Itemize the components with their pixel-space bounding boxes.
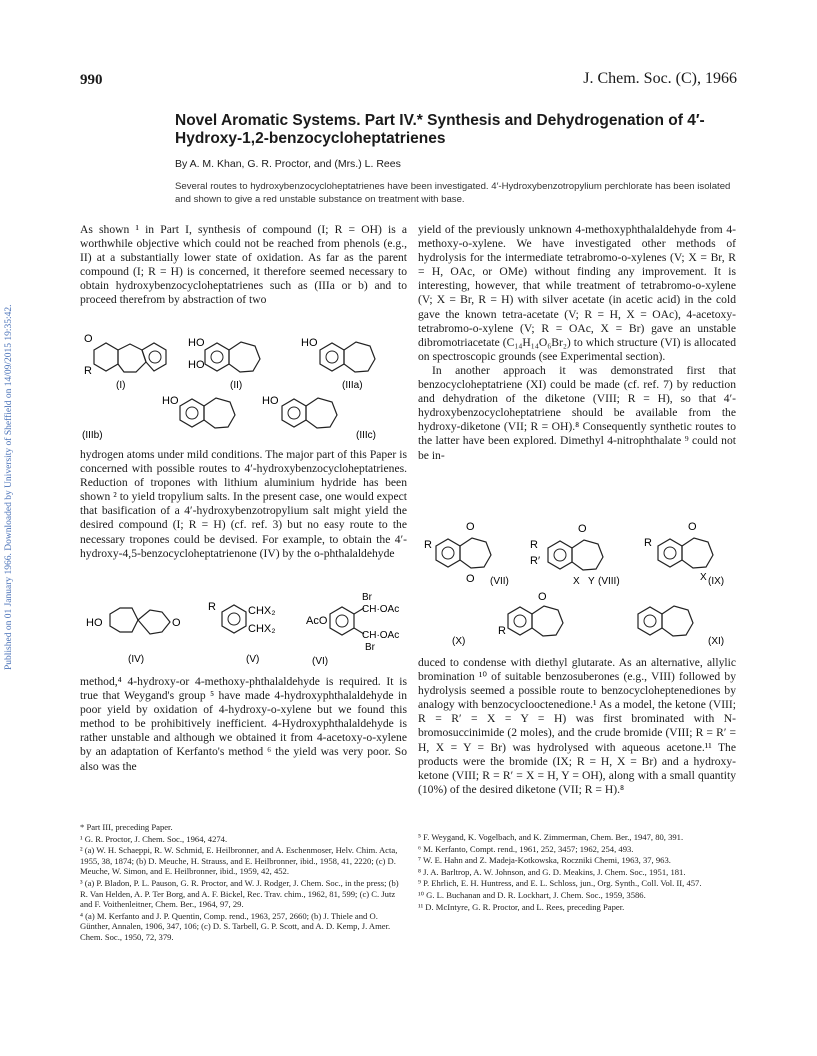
atom-label: CHX₂	[248, 623, 276, 635]
structure-label: (XI)	[708, 636, 725, 647]
structure-label: (IIIc)	[356, 430, 376, 441]
article-title: Novel Aromatic Systems. Part IV.* Synthesis and Dehydrogenation of 4′-Hydroxy-1,2-benzocycloheptatrienes	[175, 112, 705, 147]
structure-label: (IV)	[128, 654, 145, 665]
atom-label: R	[84, 365, 92, 377]
structure-label: (V)	[246, 654, 260, 665]
atom-label: R	[498, 625, 506, 637]
paragraph: As shown ¹ in Part I, synthesis of compound (I; R = OH) is a worthwhile objective which could not be reached from phenols (e.g., II) at a substantially lower state of oxidation. As far as the parent compound (I; R = H) is concerned, it therefore seemed necessary to obtain hydroxybenzocycloheptatrienes such as (IIIa or b) and to proceed therefrom by abstraction of two	[80, 223, 407, 307]
paragraph: method,⁴ 4-hydroxy-or 4-methoxy-phthalaldehyde is required. It is true that Weygand's group ⁵ have made 4-hydroxyphthalaldehyde in poor yield by oxidation of 4-hydroxy-o-xylene but we found this method to be prohibitively inefficient. 4-Hydroxyphthalaldehyde is rather unstable and although we obtained it from 4-acetoxy-o-xylene by an adaptation of Kerfanto's method ⁶ the yield was very poor. So also was the	[80, 675, 407, 773]
atom-label: HO	[86, 617, 103, 629]
atom-label: Br	[362, 592, 372, 603]
structure-IIIb	[82, 395, 235, 441]
structures-row-3	[418, 518, 738, 652]
structure-label: (II)	[230, 380, 243, 391]
paragraph: yield of the previously unknown 4-methoxyphthalaldehyde from 4-methoxy-o-xylene. We have investigated other methods of hydrolysis for the intermediate tetrabromo-o-xylenes (V; X = Br, R = H, OAc, or OMe) without finding any improvement. It is interesting, however, that while treatment of tetrabromo-o-xylene (V; X = Br, R = H) with silver acetate (in acetic acid) in the cold gave the known tetra-acetate (V; R = H, X = OAc), 4-acetoxy-tetrabromo-o-xylene (V; R = OAc, X = Br) gave an unstable dibromotriacetate (C₁₄H₁₄O₆Br₂) to which structure (VI) is allocated on spectroscopic grounds (see Experimental section).	[418, 223, 736, 363]
structure-XI	[638, 606, 724, 647]
footnote: ¹ G. R. Proctor, J. Chem. Soc., 1964, 4274.	[80, 833, 228, 844]
structure-IIIa	[301, 337, 375, 391]
atom-label: AcO	[306, 615, 328, 627]
atom-label: Y	[588, 576, 595, 587]
left-footnotes	[80, 822, 407, 944]
structure-label: (I)	[116, 380, 126, 391]
structure-VI	[306, 592, 399, 667]
structure-label: (IIIa)	[342, 380, 363, 391]
structure-V	[208, 601, 276, 665]
atom-label: CHX₂	[248, 605, 276, 617]
left-column-para-3	[80, 675, 407, 774]
structure-VIII	[530, 523, 620, 587]
structure-label: (IX)	[708, 576, 725, 587]
download-watermark	[4, 240, 24, 670]
atom-label: CH·OAc	[362, 630, 400, 641]
footnote: ² (a) W. H. Schaeppi, R. W. Schmid, E. Heilbronner, and A. Eschenmoser, Helv. Chim. Acta, 1955, 38, 1874; (b) D. Meuche, H. Strauss, and E. Heilbronner, ibid., 1958, 41, 2220; (c) D. Meuche, W. Simon, and E. Heilbronner, ibid., 1959, 42, 452.	[80, 845, 398, 877]
atom-label: X	[573, 576, 580, 587]
atom-label: Br	[365, 642, 375, 653]
page-number: 990	[80, 72, 103, 88]
structure-label: (VIII)	[598, 576, 620, 587]
article-authors: By A. M. Khan, G. R. Proctor, and (Mrs.) L. Rees	[175, 158, 401, 170]
footnote: ¹¹ D. McIntyre, G. R. Proctor, and L. Rees, preceding Paper.	[418, 901, 625, 912]
structure-label: (X)	[452, 636, 466, 647]
structure-X	[452, 591, 563, 647]
atom-label: R	[424, 539, 432, 551]
atom-label: O	[578, 523, 587, 535]
structure-IX	[644, 521, 724, 587]
atom-label: X	[700, 572, 707, 583]
journal-citation: J. Chem. Soc. (C), 1966	[583, 70, 737, 87]
atom-label: HO	[301, 337, 318, 349]
footnote: ⁵ F. Weygand, K. Vogelbach, and K. Zimmerman, Chem. Ber., 1947, 80, 391.	[418, 832, 684, 842]
atom-label: R	[530, 539, 538, 551]
right-footnotes	[418, 832, 736, 913]
atom-label: O	[538, 591, 547, 603]
footnote: ⁷ W. E. Hahn and Z. Madeja-Kotkowska, Roczniki Chemi, 1963, 37, 963.	[418, 855, 671, 866]
atom-label: HO	[262, 395, 279, 407]
footnote: * Part III, preceding Paper.	[80, 822, 173, 832]
atom-label: R	[208, 601, 216, 613]
download-watermark-text: Published on 01 January 1966. Downloaded by University of Sheffield on 14/09/2015 19:35:42.	[4, 304, 14, 670]
paragraph: hydrogen atoms under mild conditions. The major part of this Paper is concerned with possible routes to 4′-hydroxybenzocycloheptatrienes. Reduction of tropones with lithium aluminium hydride has been shown ² to yield tropylium salts. In the present case, one would expect that basification of a 4′-hydroxybenzotropylium salt might yield the desired compound (I; R = H) (cf. ref. 3) but no easy route to the necessary tropones could be devised. For example, to obtain the 4′-hydroxy-4,5-benzocycloheptatrienone (IV) by the o-phthalaldehyde	[80, 448, 407, 560]
atom-label: O	[466, 521, 475, 533]
structure-label: (VII)	[490, 576, 509, 587]
left-column-para-1	[80, 223, 407, 308]
footnote: ⁸ J. A. Barltrop, A. W. Johnson, and G. D. Meakins, J. Chem. Soc., 1951, 181.	[418, 866, 686, 877]
structure-VII	[424, 521, 509, 587]
atom-label: O	[688, 521, 697, 533]
atom-label: O	[84, 333, 93, 345]
atom-label: HO	[162, 395, 179, 407]
atom-label: CH·OAc	[362, 604, 400, 615]
paragraph: In another approach it was demonstrated first that benzocycloheptatriene (XI) could be made (cf. ref. 7) by reduction and dehydration of the diketone (VIII; R = H), so that 4′-hydroxybenzocycloheptatriene should be available from the hydroxy-diketone (VII; R = OH).⁸ Consequently synthetic routes to the latter have been explored. Dimethyl 4-nitrophthalate ⁹ could not be in-	[418, 363, 736, 462]
article-abstract: Several routes to hydroxybenzocycloheptatrienes have been investigated. 4′-Hydroxybenzotropylium perchlorate has been isolated and shown to give a red unstable substance on treatment with base.	[175, 181, 731, 205]
footnote: ⁹ P. Ehrlich, E. H. Huntress, and E. L. Schloss, jun., Org. Synth., Coll. Vol. II, 457.	[418, 878, 702, 889]
structure-IV	[86, 608, 181, 665]
right-column-para-1	[418, 223, 736, 463]
left-column-para-2	[80, 448, 407, 561]
structure-II	[188, 337, 260, 391]
paragraph: duced to condense with diethyl glutarate. As an alternative, allylic bromination ¹⁰ of suitable benzosuberones (e.g., VIII) followed by hydrolysis seemed a possible route to benzocycloheptenediones by analogy with benzocyclooctenedione.¹ As a model, the ketone (VIII; R = R′ = X = Y = H) was first brominated with N-bromosuccinimide (2 moles), and the crude bromide (VIII; R = R′ = H, X = Y = Br) was hydrolysed with aqueous acetone.¹¹ The products were the bromide (IX; R = H, X = Br) and a hydroxy-ketone (VIII; R = R′ = X = H, Y = OH), along with a small quantity (10%) of the desired diketone (VII; R = H).⁸	[418, 656, 736, 796]
footnote: ⁴ (a) M. Kerfanto and J. P. Quentin, Comp. rend., 1963, 257, 2660; (b) J. Thiele and O. Günther, Annalen, 1906, 347, 106; (c) D. S. Tarbell, G. P. Scott, and A. D. Kemp, J. Amer. Chem. Soc., 1950, 72, 379.	[80, 910, 391, 942]
atom-label: R	[644, 537, 652, 549]
structures-row-2	[80, 592, 415, 670]
atom-label: HO	[188, 337, 205, 349]
structures-row-1	[80, 326, 415, 448]
atom-label: R′	[530, 555, 541, 567]
atom-label: HO	[188, 359, 205, 371]
right-column-para-3	[418, 656, 736, 797]
structure-IIIc	[262, 395, 376, 441]
atom-label: O	[466, 573, 475, 585]
footnote: ¹⁰ G. L. Buchanan and D. R. Lockhart, J. Chem. Soc., 1959, 3586.	[418, 889, 646, 900]
atom-label: O	[172, 617, 181, 629]
structure-I	[84, 333, 166, 391]
structure-label: (VI)	[312, 656, 329, 667]
footnote: ³ (a) P. Bladon, P. L. Pauson, G. R. Proctor, and W. J. Rodger, J. Chem. Soc., in the press; (b) R. Van Helden, A. P. Ter Borg, and A. F. Bickel, Rec. Trav. chim., 1962, 81, 599; (c) C. Jutz and F. Voithenleitner, Chem. Ber., 1964, 97, 29.	[80, 877, 399, 910]
structure-label: (IIIb)	[82, 430, 103, 441]
footnote: ⁶ M. Kerfanto, Compt. rend., 1961, 252, 3457; 1962, 254, 493.	[418, 843, 634, 854]
